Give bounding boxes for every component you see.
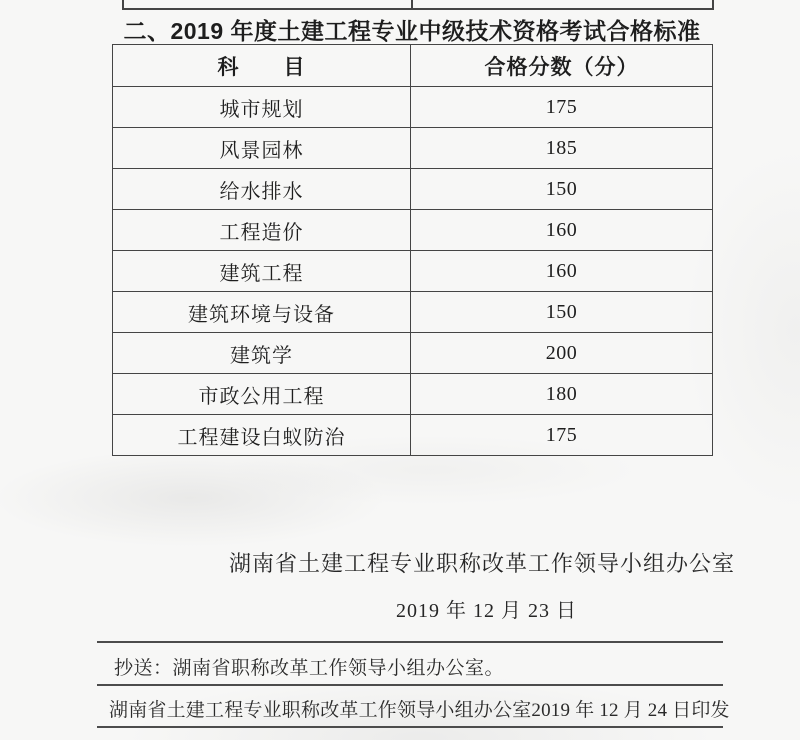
score-cell: 150 xyxy=(411,169,713,210)
subject-cell: 建筑学 xyxy=(113,333,411,374)
table-row xyxy=(113,210,713,251)
score-cell: 150 xyxy=(411,292,713,333)
subject-cell: 城市规划 xyxy=(113,87,411,128)
table-row xyxy=(113,251,713,292)
table-row xyxy=(113,415,713,456)
previous-table-middle-border xyxy=(411,0,413,10)
issuer-name: 湖南省土建工程专业职称改革工作领导小组办公室 xyxy=(109,700,532,721)
signing-date: 2019 年 12 月 23 日 xyxy=(396,600,577,622)
footer-divider-middle xyxy=(97,684,723,686)
score-table xyxy=(112,44,713,456)
previous-table-left-border xyxy=(122,0,124,10)
subject-cell: 工程建设白蚁防治 xyxy=(113,415,411,456)
cc-line: 抄送：湖南省职称改革工作领导小组办公室。 xyxy=(114,658,505,679)
score-cell: 175 xyxy=(411,87,713,128)
score-cell: 160 xyxy=(411,251,713,292)
table-row xyxy=(113,374,713,415)
footer-divider-top xyxy=(97,641,723,643)
previous-table-bottom-border xyxy=(122,8,714,10)
score-cell: 160 xyxy=(411,210,713,251)
table-row xyxy=(113,292,713,333)
issue-line xyxy=(109,695,730,722)
print-date: 2019 年 12 月 24 日印发 xyxy=(531,700,730,721)
subject-cell: 建筑环境与设备 xyxy=(113,292,411,333)
table-row xyxy=(113,128,713,169)
footer-divider-bottom xyxy=(97,726,723,728)
table-row xyxy=(113,333,713,374)
header-score: 合格分数（分） xyxy=(411,45,713,87)
subject-cell: 给水排水 xyxy=(113,169,411,210)
score-cell: 200 xyxy=(411,333,713,374)
score-cell: 175 xyxy=(411,415,713,456)
previous-table-right-border xyxy=(712,0,714,10)
score-cell: 185 xyxy=(411,128,713,169)
signing-organization: 湖南省土建工程专业职称改革工作领导小组办公室 xyxy=(229,551,736,576)
subject-cell: 工程造价 xyxy=(113,210,411,251)
section-title: 二、2019 年度土建工程专业中级技术资格考试合格标准 xyxy=(123,18,701,44)
table-row xyxy=(113,87,713,128)
table-row xyxy=(113,169,713,210)
header-subject: 科 目 xyxy=(113,45,411,87)
table-header-row xyxy=(113,45,713,87)
subject-cell: 建筑工程 xyxy=(113,251,411,292)
score-cell: 180 xyxy=(411,374,713,415)
subject-cell: 市政公用工程 xyxy=(113,374,411,415)
subject-cell: 风景园林 xyxy=(113,128,411,169)
